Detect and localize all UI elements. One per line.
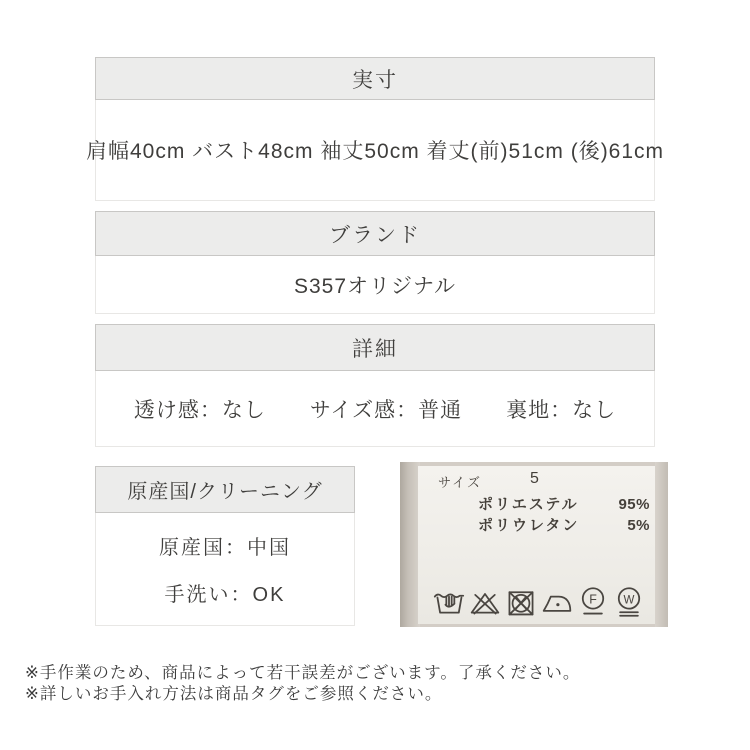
svg-text:F: F [589,592,597,607]
do-not-tumble-dry-icon [505,585,537,619]
material-row [478,514,650,535]
hand-wash-icon [433,585,465,619]
fabric-fold-left [400,462,420,627]
care-symbols-row [433,585,645,619]
material-percent: 95% [618,496,650,513]
tag-size-value: 5 [530,470,539,487]
dry-clean-petroleum-F-icon [577,585,609,619]
material-row [478,493,650,514]
footnotes [25,663,580,704]
brand-body: S357オリジナル [95,256,655,314]
material-percent: 5% [627,517,650,534]
materials-list [478,493,650,535]
note-line: ※詳しいお手入れ方法は商品タグをご参照ください。 [25,684,443,703]
svg-text:W: W [623,594,635,607]
measurements-header: 実寸 [95,57,655,100]
do-not-bleach-icon [469,585,501,619]
note-line: ※手作業のため、商品によって若干誤差がございます。了承ください。 [25,664,581,682]
care-tag-photo [400,462,668,627]
brand-header: ブランド [95,211,655,256]
hand-wash-line: 手洗い：OK [164,584,286,606]
details-body: 透け感：なし サイズ感：普通 裏地：なし [95,371,655,447]
details-header: 詳細 [95,324,655,371]
care-tag [418,466,655,624]
measurements-body: 肩幅40cm バスト48cm 袖丈50cm 着丈(前)51cm (後)61cm [95,100,655,201]
material-name: ポリウレタン [478,517,580,534]
material-name: ポリエステル [478,496,579,513]
origin-country-line: 原産国：中国 [159,537,291,559]
origin-cleaning-body [95,513,355,626]
origin-cleaning-header: 原産国/クリーニング [95,466,355,513]
iron-low-heat-icon [541,585,573,619]
tag-size-label: サイズ [438,475,482,490]
wet-clean-W-icon [613,585,645,619]
fabric-fold-right [655,462,668,627]
